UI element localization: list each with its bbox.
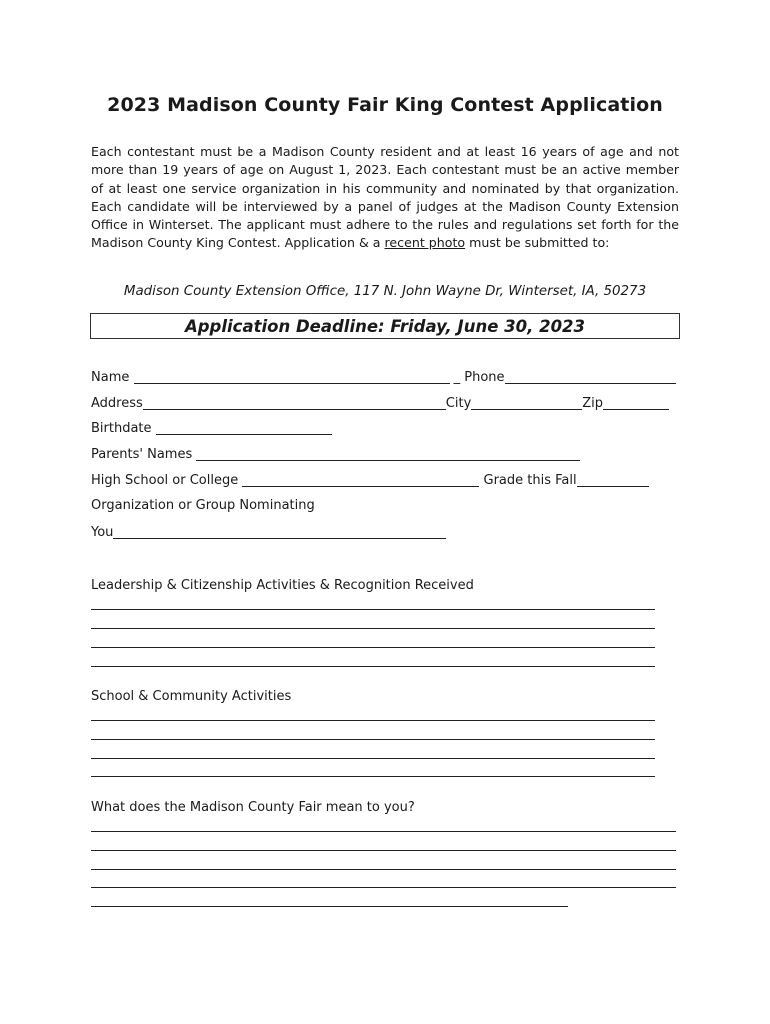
fair-meaning-line-4[interactable] <box>91 887 676 888</box>
organization-row <box>91 497 315 515</box>
school-community-label: School & Community Activities <box>91 689 292 704</box>
school-field[interactable] <box>242 472 479 487</box>
address-row <box>91 395 669 413</box>
organization-field[interactable] <box>113 524 446 539</box>
phone-label: _ Phone <box>453 370 505 385</box>
intro-paragraph <box>91 143 679 253</box>
address-label: Address <box>91 396 143 411</box>
leadership-line-1[interactable] <box>91 609 655 610</box>
school-row <box>91 472 649 490</box>
fair-meaning-line-1[interactable] <box>91 831 676 832</box>
you-row <box>91 524 446 542</box>
school-community-line-3[interactable] <box>91 758 655 759</box>
name-field[interactable] <box>134 369 450 384</box>
fair-meaning-line-3[interactable] <box>91 869 676 870</box>
leadership-line-3[interactable] <box>91 647 655 648</box>
address-field[interactable] <box>143 395 446 410</box>
recent-photo-text: recent photo <box>384 235 466 251</box>
grade-label: Grade this Fall <box>483 473 577 488</box>
office-address: Madison County Extension Office, 117 N. John Wayne Dr, Winterset, IA, 50273 <box>123 284 647 299</box>
phone-field[interactable] <box>505 369 676 384</box>
fair-meaning-line-2[interactable] <box>91 850 676 851</box>
deadline-banner: Application Deadline: Friday, June 30, 2023 <box>90 313 680 339</box>
school-community-line-4[interactable] <box>91 776 655 777</box>
parents-field[interactable] <box>196 446 580 461</box>
leadership-line-2[interactable] <box>91 628 655 629</box>
grade-field[interactable] <box>577 472 649 487</box>
zip-field[interactable] <box>603 395 669 410</box>
city-field[interactable] <box>471 395 582 410</box>
organization-label: Organization or Group Nominating <box>91 498 315 513</box>
form-title: 2023 Madison County Fair King Contest Application <box>107 94 663 116</box>
fair-meaning-line-5[interactable] <box>91 906 568 907</box>
parents-row <box>91 446 580 464</box>
parents-label: Parents' Names <box>91 447 193 462</box>
name-label: Name <box>91 370 130 385</box>
school-community-line-1[interactable] <box>91 720 655 721</box>
intro-text-end: must be submitted to: <box>465 235 610 251</box>
name-row <box>91 369 676 387</box>
school-community-line-2[interactable] <box>91 739 655 740</box>
school-label: High School or College <box>91 473 239 488</box>
leadership-label: Leadership & Citizenship Activities & Recognition Received <box>91 578 474 593</box>
you-label: You <box>91 525 114 540</box>
birthdate-field[interactable] <box>156 420 332 435</box>
zip-label: Zip <box>582 396 604 411</box>
intro-text: Each contestant must be a Madison County resident and at least 16 years of age and not more than 19 years of age on August 1, 2023. Each contestant must be an active member of at least one service organization in his community and nominated by that organization. Each candidate will be interviewed by a panel of judges at the Madison County Extension Office in Winterset. The applicant must adhere to the rules and regulations set forth for the Madison County King Contest. Application & a <box>91 144 679 251</box>
birthdate-label: Birthdate <box>91 421 152 436</box>
fair-meaning-label: What does the Madison County Fair mean to you? <box>91 800 415 815</box>
birthdate-row <box>91 420 332 438</box>
leadership-line-4[interactable] <box>91 666 655 667</box>
city-label: City <box>445 396 472 411</box>
